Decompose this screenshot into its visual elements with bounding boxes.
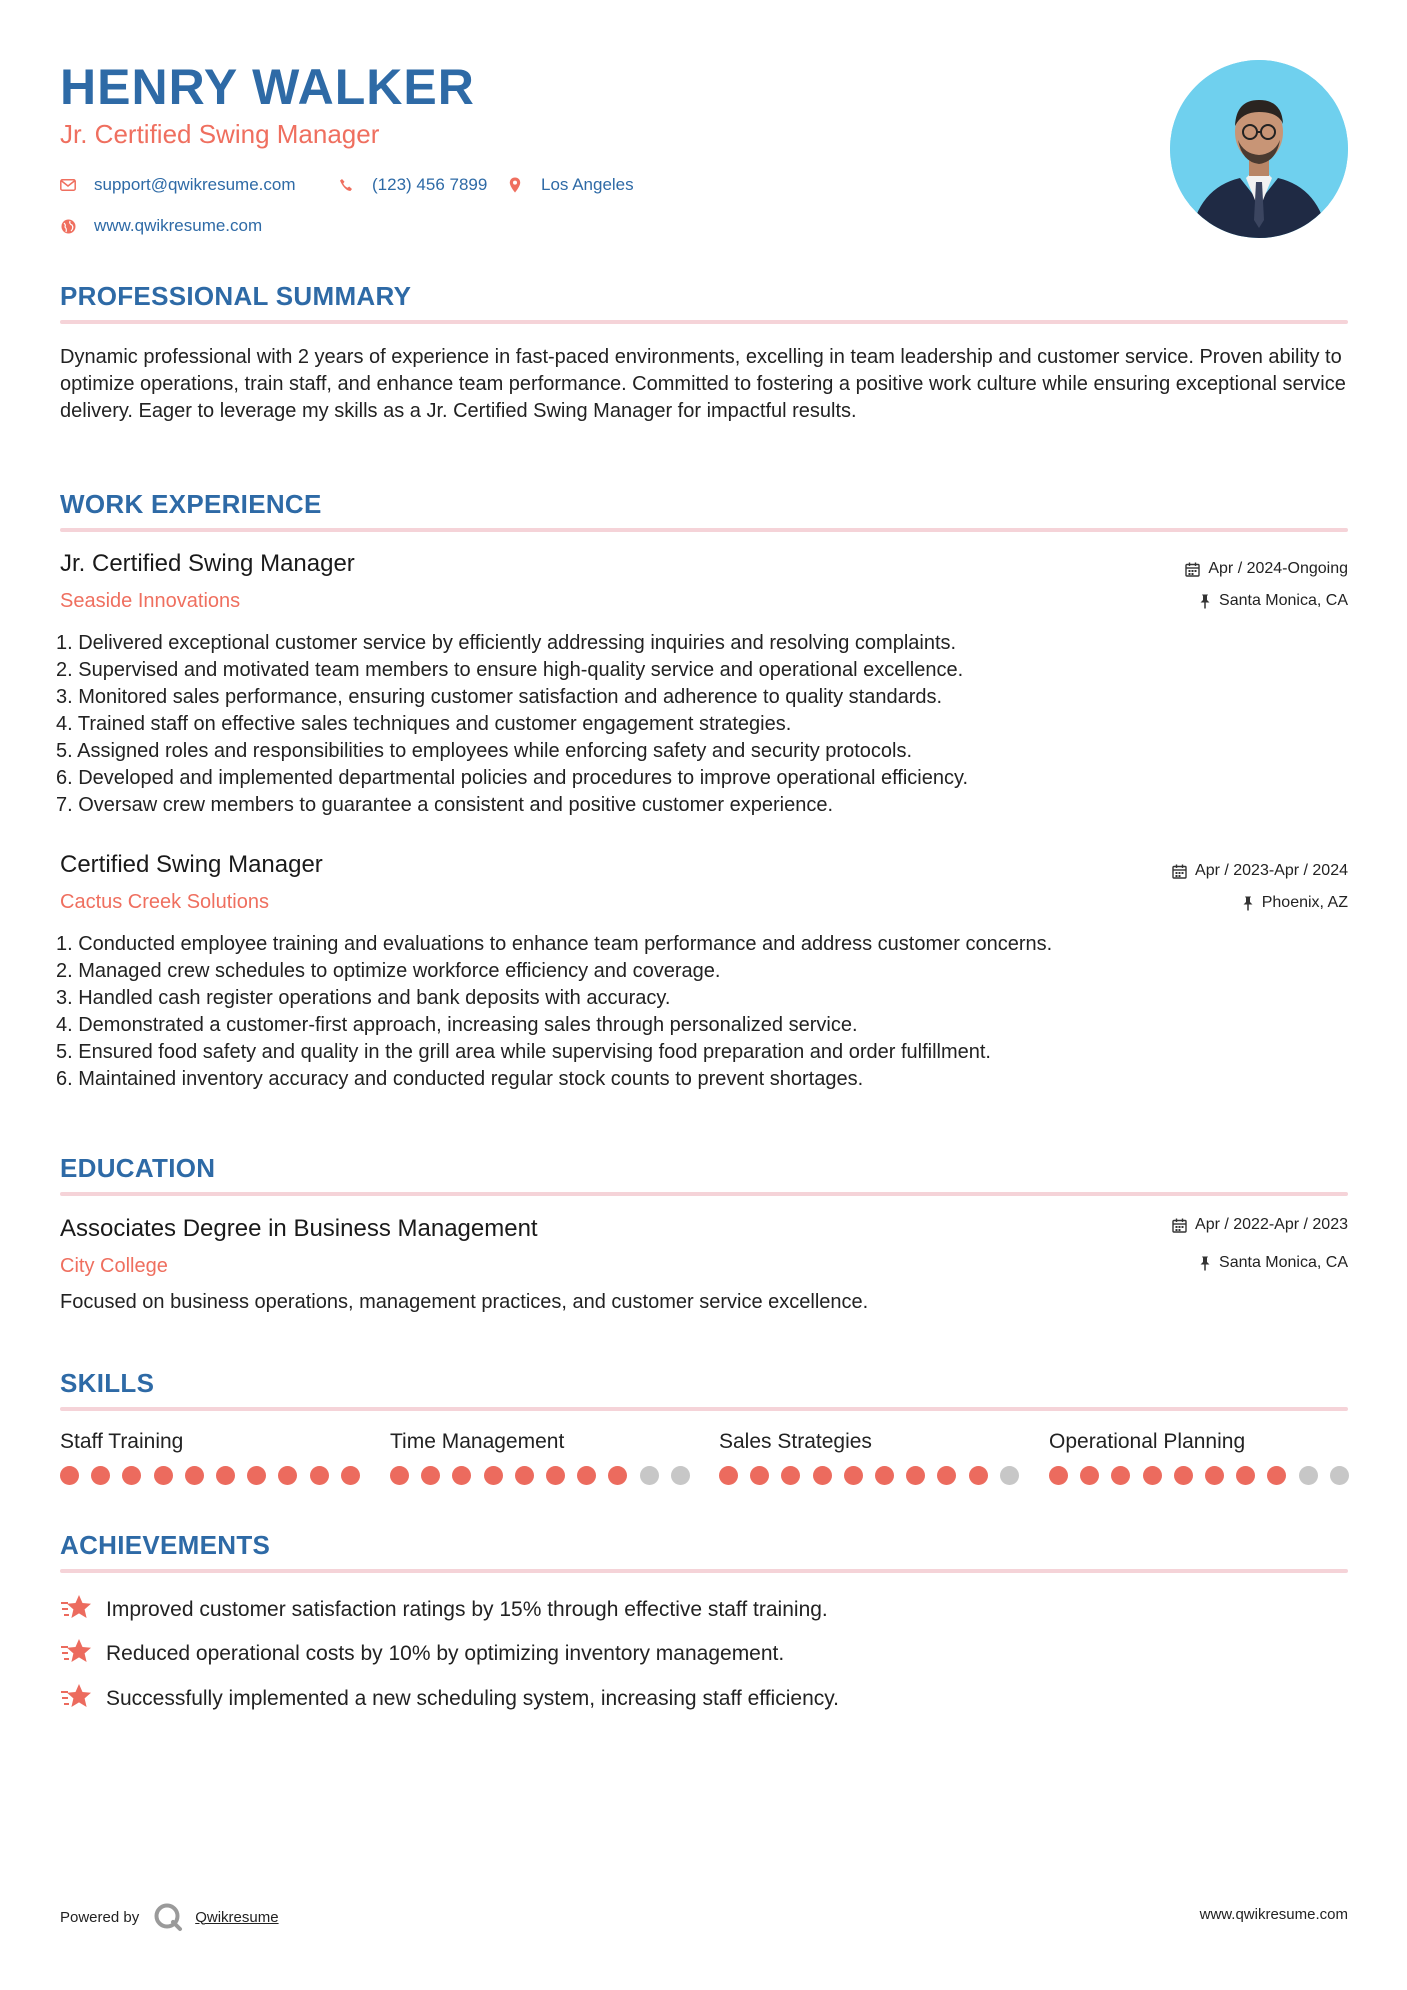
summary-divider	[60, 320, 1348, 324]
education-heading: EDUCATION	[60, 1153, 216, 1183]
job-location-text: Santa Monica, CA	[1219, 592, 1348, 609]
pushpin-icon	[1242, 896, 1254, 911]
job-title: Certified Swing Manager	[60, 851, 323, 878]
skill-dot-filled	[122, 1466, 141, 1485]
skill-dot-filled	[278, 1466, 297, 1485]
globe-icon	[60, 218, 76, 234]
skill-dot-filled	[1049, 1466, 1068, 1485]
skill-dot-filled	[750, 1466, 769, 1485]
job-location	[1242, 894, 1348, 912]
skill-name: Sales Strategies	[719, 1430, 872, 1453]
skill-dot-filled	[452, 1466, 471, 1485]
job-dates	[1172, 862, 1348, 880]
skill-dot-filled	[1267, 1466, 1286, 1485]
footer-url[interactable]: www.qwikresume.com	[1199, 1906, 1348, 1923]
qwikresume-link[interactable]: Qwikresume	[195, 1908, 279, 1926]
skill-dot-filled	[844, 1466, 863, 1485]
list-item: 5. Ensured food safety and quality in the grill area while supervising food preparation and order fulfillment.	[56, 1041, 991, 1063]
skill-name: Staff Training	[60, 1430, 184, 1453]
skill-dot-filled	[247, 1466, 266, 1485]
location-text: Los Angeles	[541, 175, 634, 194]
job-location-text: Phoenix, AZ	[1261, 894, 1348, 911]
list-item: 6. Maintained inventory accuracy and conducted regular stock counts to prevent shortages.	[56, 1068, 864, 1090]
skill-name: Operational Planning	[1049, 1430, 1246, 1453]
calendar-icon	[1185, 562, 1200, 577]
achievement-item	[60, 1637, 784, 1670]
list-item: 5. Assigned roles and responsibilities to employees while enforcing safety and security protocols.	[56, 740, 913, 762]
skill-dot-filled	[546, 1466, 565, 1485]
list-item: 4. Trained staff on effective sales techniques and customer engagement strategies.	[56, 713, 792, 735]
achievement-text: Reduced operational costs by 10% by optimizing inventory management.	[106, 1641, 785, 1665]
skill-dot-filled	[906, 1466, 925, 1485]
skill-dot-filled	[813, 1466, 832, 1485]
list-item: 3. Monitored sales performance, ensuring customer satisfaction and adherence to quality standards.	[56, 686, 943, 708]
job-bullets	[56, 931, 1052, 1093]
skill-dot-filled	[310, 1466, 329, 1485]
achievements-divider	[60, 1569, 1348, 1573]
list-item: 3. Handled cash register operations and bank deposits with accuracy.	[56, 987, 671, 1009]
education-dates-text: Apr / 2022-Apr / 2023	[1195, 1216, 1348, 1233]
skill-dot-filled	[1111, 1466, 1130, 1485]
education-dates	[1172, 1216, 1348, 1234]
education-location-text: Santa Monica, CA	[1219, 1254, 1348, 1271]
education-location	[1199, 1254, 1348, 1272]
skill-rating	[1049, 1466, 1361, 1485]
job-location	[1199, 592, 1348, 610]
skill-dot-filled	[1143, 1466, 1162, 1485]
school-name: City College	[60, 1255, 168, 1277]
summary-text: Dynamic professional with 2 years of experience in fast-paced environments, excelling in team leadership and customer service. Proven ability to optimize operations, train staff, and enhance team performance. Committed to fostering a positive work culture while ensuring exceptional service delivery. Eager to leverage my skills as a Jr. Certified Swing Manager for impactful results.	[60, 346, 1346, 422]
experience-divider	[60, 528, 1348, 532]
qwikresume-logo-icon	[153, 1902, 183, 1932]
skill-dot-filled	[1236, 1466, 1255, 1485]
star-icon	[60, 1682, 92, 1715]
experience-heading: WORK EXPERIENCE	[60, 489, 322, 519]
job-dates-text: Apr / 2024-Ongoing	[1208, 560, 1348, 577]
job-title: Jr. Certified Swing Manager	[60, 550, 355, 577]
skill-name: Time Management	[390, 1430, 565, 1453]
email-text: support@qwikresume.com	[94, 175, 296, 194]
skill-rating	[60, 1466, 372, 1485]
skill-dot-filled	[1205, 1466, 1224, 1485]
degree-title: Associates Degree in Business Management	[60, 1215, 538, 1242]
website-text: www.qwikresume.com	[94, 216, 263, 235]
candidate-title: Jr. Certified Swing Manager	[60, 119, 380, 149]
skill-dot-filled	[341, 1466, 360, 1485]
skill-dot-empty	[1330, 1466, 1349, 1485]
skill-dot-empty	[671, 1466, 690, 1485]
list-item: 1. Delivered exceptional customer service by efficiently addressing inquiries and resolving complaints.	[56, 632, 957, 654]
skill-dot-filled	[216, 1466, 235, 1485]
education-divider	[60, 1192, 1348, 1196]
achievement-item	[60, 1682, 839, 1715]
skill-dot-filled	[390, 1466, 409, 1485]
skill-dot-filled	[875, 1466, 894, 1485]
education-description: Focused on business operations, management practices, and customer service excellence.	[60, 1291, 869, 1313]
star-icon	[60, 1593, 92, 1626]
job-bullets	[56, 630, 968, 819]
powered-by-label: Powered by	[60, 1908, 140, 1926]
skill-dot-filled	[1080, 1466, 1099, 1485]
achievement-text: Successfully implemented a new scheduling system, increasing staff efficiency.	[106, 1686, 840, 1710]
summary-heading: PROFESSIONAL SUMMARY	[60, 281, 412, 311]
job-company: Cactus Creek Solutions	[60, 891, 269, 913]
list-item: 7. Oversaw crew members to guarantee a consistent and positive customer experience.	[56, 794, 834, 816]
job-dates-text: Apr / 2023-Apr / 2024	[1195, 862, 1348, 879]
skill-dot-filled	[484, 1466, 503, 1485]
achievement-item	[60, 1593, 828, 1626]
skill-dot-filled	[154, 1466, 173, 1485]
envelope-icon	[60, 177, 76, 193]
contact-phone[interactable]	[338, 175, 487, 195]
skill-dot-filled	[91, 1466, 110, 1485]
achievements-heading: ACHIEVEMENTS	[60, 1530, 271, 1560]
skill-dot-filled	[515, 1466, 534, 1485]
profile-photo	[1170, 60, 1348, 238]
calendar-icon	[1172, 1218, 1187, 1233]
skill-dot-filled	[937, 1466, 956, 1485]
contact-location	[507, 175, 634, 195]
skill-dot-empty	[1000, 1466, 1019, 1485]
contact-email[interactable]	[60, 175, 296, 195]
pushpin-icon	[1199, 594, 1211, 609]
skill-dot-filled	[421, 1466, 440, 1485]
skill-dot-filled	[781, 1466, 800, 1485]
list-item: 2. Supervised and motivated team members to ensure high-quality service and operational excellence.	[56, 659, 964, 681]
skill-dot-empty	[640, 1466, 659, 1485]
achievement-text: Improved customer satisfaction ratings by 15% through effective staff training.	[106, 1597, 828, 1621]
skill-dot-empty	[1299, 1466, 1318, 1485]
phone-text: (123) 456 7899	[372, 175, 488, 194]
list-item: 6. Developed and implemented departmental policies and procedures to improve operational efficiency.	[56, 767, 969, 789]
list-item: 4. Demonstrated a customer-first approach, increasing sales through personalized service.	[56, 1014, 858, 1036]
contact-website[interactable]	[60, 216, 262, 236]
skill-dot-filled	[969, 1466, 988, 1485]
list-item: 1. Conducted employee training and evaluations to enhance team performance and address customer concerns.	[56, 933, 1053, 955]
map-pin-icon	[507, 177, 523, 193]
calendar-icon	[1172, 864, 1187, 879]
footer-powered-by	[60, 1902, 279, 1932]
skill-dot-filled	[577, 1466, 596, 1485]
candidate-name: HENRY WALKER	[60, 59, 475, 115]
skill-dot-filled	[185, 1466, 204, 1485]
skill-rating	[390, 1466, 702, 1485]
skill-dot-filled	[60, 1466, 79, 1485]
job-dates	[1185, 560, 1348, 578]
skill-dot-filled	[1174, 1466, 1193, 1485]
skill-dot-filled	[719, 1466, 738, 1485]
skill-dot-filled	[608, 1466, 627, 1485]
skills-divider	[60, 1407, 1348, 1411]
phone-icon	[338, 177, 354, 193]
pushpin-icon	[1199, 1256, 1211, 1271]
skill-rating	[719, 1466, 1031, 1485]
skills-heading: SKILLS	[60, 1368, 155, 1398]
job-company: Seaside Innovations	[60, 590, 241, 612]
list-item: 2. Managed crew schedules to optimize workforce efficiency and coverage.	[56, 960, 721, 982]
star-icon	[60, 1637, 92, 1670]
